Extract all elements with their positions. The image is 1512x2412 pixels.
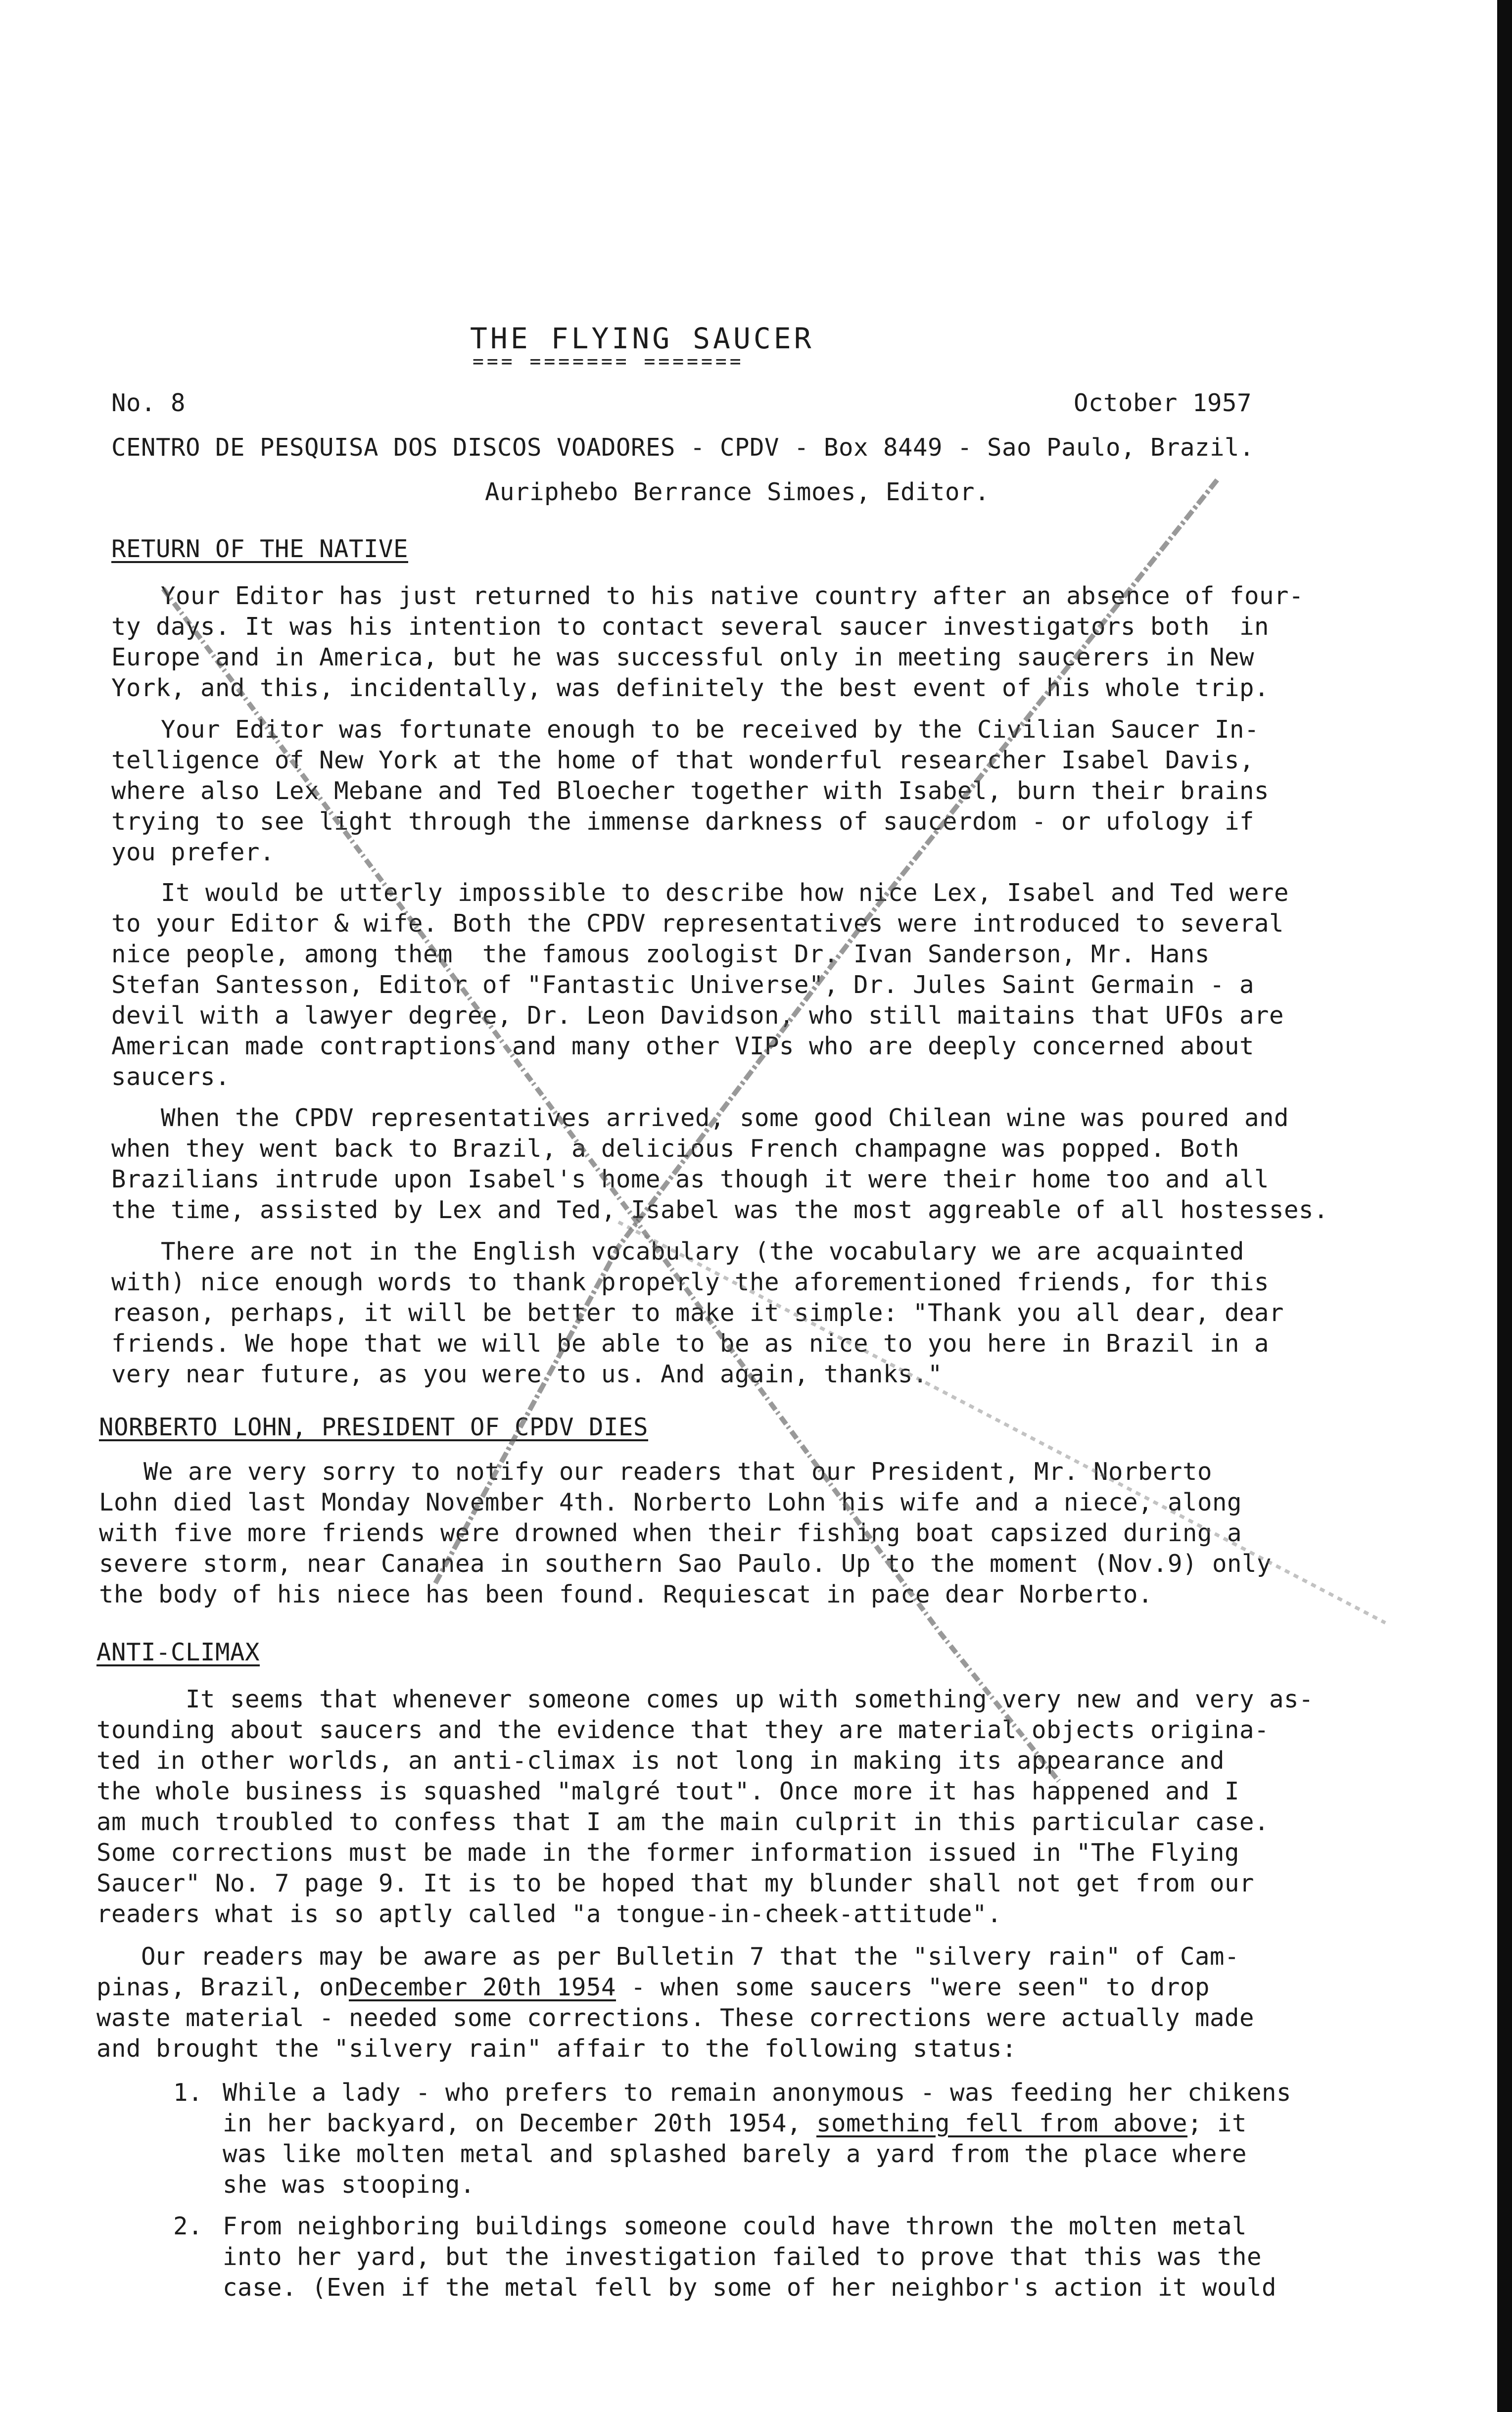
paragraph-line: where also Lex Mebane and Ted Bloecher together with Isabel, burn their brains [111, 777, 1270, 805]
list-item-line: she was stooping. [223, 2171, 475, 2199]
paragraph-line: readers what is so aptly called "a tongue-in-cheek-attitude". [96, 1900, 1002, 1928]
text-fragment: - when some saucers "were seen" to drop [616, 1973, 1210, 2001]
paragraph-line: and brought the "silvery rain" affair to the following status: [96, 2034, 1017, 2063]
paragraph-line: very near future, as you were to us. And again, thanks." [111, 1360, 943, 1388]
paragraph-line: It seems that whenever someone comes up with something very new and very as- [186, 1685, 1314, 1713]
underlined-phrase: something fell from above [816, 2109, 1188, 2137]
paragraph-line: Lohn died last Monday November 4th. Norberto Lohn his wife and a niece, along [99, 1488, 1242, 1516]
newsletter-title: THE FLYING SAUCER [470, 322, 814, 355]
paragraph-line: There are not in the English vocabulary (the vocabulary we are acquainted [161, 1237, 1245, 1266]
list-item-line: was like molten metal and splashed barely a yard from the place where [223, 2140, 1247, 2168]
paragraph-line: trying to see light through the immense darkness of saucerdom - or ufology if [111, 807, 1255, 836]
paragraph-line: devil with a lawyer degree, Dr. Leon Davidson, who still maitains that UFOs are [111, 1001, 1284, 1030]
paragraph-line: Your Editor has just returned to his native country after an absence of four- [161, 582, 1304, 610]
paragraph-line [96, 1973, 1210, 2002]
text-fragment: pinas, Brazil, on [96, 1973, 349, 2001]
paragraph-line: Your Editor was fortunate enough to be received by the Civilian Saucer In- [161, 715, 1260, 744]
issue-number: No. 8 [111, 389, 186, 417]
editor-line: Auriphebo Berrance Simoes, Editor. [485, 478, 990, 506]
scan-edge [1497, 0, 1512, 2412]
issue-date: October 1957 [1074, 389, 1252, 417]
paragraph-line: friends. We hope that we will be able to be as nice to you here in Brazil in a [111, 1329, 1270, 1358]
paragraph-line: when they went back to Brazil, a delicious French champagne was popped. Both [111, 1135, 1240, 1163]
paragraph-line: to your Editor & wife. Both the CPDV representatives were introduced to several [111, 909, 1284, 938]
underlined-date: December 20th 1954 [349, 1973, 616, 2001]
title-underline: === ======= ======= [472, 350, 744, 372]
paragraph-line: ty days. It was his intention to contact several saucer investigators both in [111, 613, 1270, 641]
paragraph-line: Saucer" No. 7 page 9. It is to be hoped that my blunder shall not get from our [96, 1869, 1255, 1897]
paragraph-line: American made contraptions and many other VIPs who are deeply concerned about [111, 1032, 1255, 1060]
paragraph-line: the body of his niece has been found. Requiescat in pace dear Norberto. [99, 1580, 1153, 1608]
list-item-line: case. (Even if the metal fell by some of her neighbor's action it would [223, 2273, 1277, 2302]
paragraph-line: am much troubled to confess that I am the main culprit in this particular case. [96, 1808, 1270, 1836]
paragraph-line: severe storm, near Cananea in southern Sao Paulo. Up to the moment (Nov.9) only [99, 1550, 1272, 1578]
list-item-line: While a lady - who prefers to remain anonymous - was feeding her chikens [223, 2079, 1292, 2107]
heading-anti-climax: ANTI-CLIMAX [96, 1638, 260, 1666]
text-fragment: in her backyard, on December 20th 1954, [223, 2109, 817, 2137]
paragraph-line: We are very sorry to notify our readers that our President, Mr. Norberto [143, 1458, 1213, 1486]
paragraph-line: waste material - needed some corrections. These corrections were actually made [96, 2004, 1255, 2032]
list-item-line: From neighboring buildings someone could have thrown the molten metal [223, 2212, 1247, 2240]
list-item-number: 2. [173, 2212, 203, 2240]
paragraph-line: the whole business is squashed "malgré tout". Once more it has happened and I [96, 1777, 1240, 1805]
paragraph-line: the time, assisted by Lex and Ted, Isabel was the most aggreable of all hostesses. [111, 1196, 1329, 1224]
paragraph-line: tounding about saucers and the evidence that they are material objects origina- [96, 1716, 1270, 1744]
paragraph-line: Stefan Santesson, Editor of "Fantastic Universe", Dr. Jules Saint Germain - a [111, 971, 1255, 999]
organization-line: CENTRO DE PESQUISA DOS DISCOS VOADORES - CPDV - Box 8449 - Sao Paulo, Brazil. [111, 433, 1255, 462]
paragraph-line: It would be utterly impossible to describe how nice Lex, Isabel and Ted were [161, 879, 1289, 907]
paragraph-line: saucers. [111, 1063, 231, 1091]
list-item-line [223, 2109, 1247, 2138]
paragraph-line: reason, perhaps, it will be better to make it simple: "Thank you all dear, dear [111, 1299, 1284, 1327]
heading-norberto-lohn: NORBERTO LOHN, PRESIDENT OF CPDV DIES [99, 1413, 649, 1441]
paragraph-line: with) nice enough words to thank properly the aforementioned friends, for this [111, 1268, 1270, 1296]
paragraph-line: telligence of New York at the home of that wonderful researcher Isabel Davis, [111, 746, 1255, 774]
paragraph-line: nice people, among them the famous zoologist Dr. Ivan Sanderson, Mr. Hans [111, 940, 1210, 968]
paragraph-line: ted in other worlds, an anti-climax is not long in making its appearance and [96, 1747, 1225, 1775]
heading-return-of-the-native: RETURN OF THE NATIVE [111, 535, 409, 563]
text-fragment: ; it [1187, 2109, 1247, 2137]
list-item-line: into her yard, but the investigation failed to prove that this was the [223, 2243, 1262, 2271]
paragraph-line: York, and this, incidentally, was definitely the best event of his whole trip. [111, 674, 1270, 702]
paragraph-line: Some corrections must be made in the former information issued in "The Flying [96, 1839, 1240, 1867]
paragraph-line: Our readers may be aware as per Bulletin 7 that the "silvery rain" of Cam- [141, 1942, 1240, 1971]
paragraph-line: When the CPDV representatives arrived, some good Chilean wine was poured and [161, 1104, 1289, 1132]
paragraph-line: Brazilians intrude upon Isabel's home as though it were their home too and all [111, 1165, 1270, 1193]
list-item-number: 1. [173, 2079, 203, 2107]
paragraph-line: Europe and in America, but he was successful only in meeting saucerers in New [111, 643, 1255, 671]
paragraph-line: with five more friends were drowned when their fishing boat capsized during a [99, 1519, 1242, 1547]
paragraph-line: you prefer. [111, 838, 275, 866]
